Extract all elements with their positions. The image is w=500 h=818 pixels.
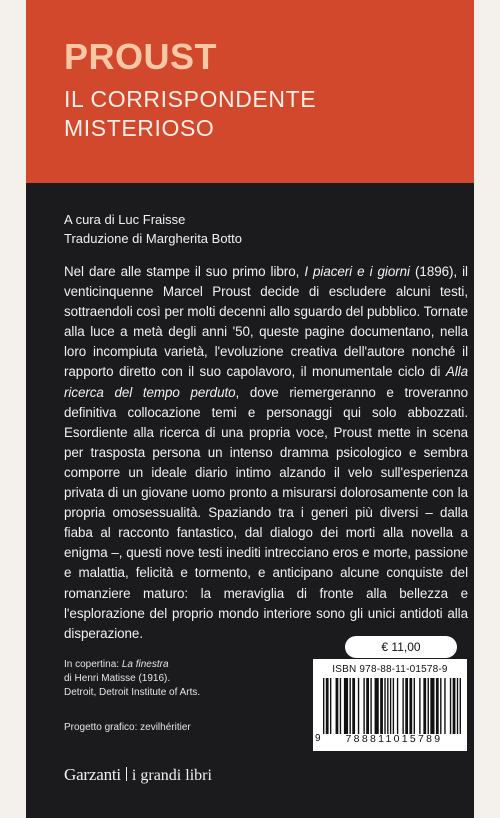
barcode-bar (453, 678, 456, 734)
series-name: i grandi libri (131, 767, 212, 784)
barcode-bar (393, 678, 394, 734)
barcode-bar (444, 678, 445, 734)
barcode-bar (366, 678, 369, 734)
barcode-icon (323, 678, 461, 734)
barcode-bar (323, 678, 324, 734)
cover-note-artist: di Henri Matisse (1916). (64, 673, 171, 684)
barcode-bar (397, 678, 398, 734)
cover-artwork-title: La finestra (121, 659, 169, 670)
book-title-line-1: IL CORRISPONDENTE (64, 86, 317, 112)
barcode-bar (440, 678, 441, 734)
barcode-bar (428, 678, 429, 734)
barcode-bar (375, 678, 379, 734)
translator-credit: Traduzione di Margherita Botto (64, 231, 243, 246)
credits (64, 210, 242, 248)
barcode-bar (384, 678, 385, 734)
barcode-bar (340, 678, 341, 734)
blurb-part-3: , dove riemergeranno e troveranno definitiva collocazione temi e personaggi qui solo abbozzati. Esordiente alla ricerca di una propria voce, Proust mette in scena per trasposta persona un intenso dramma psicologico e sembra comporre un ideale diario intimo alzando il velo sull'esperienza privata di un giovane uomo pronto a misurarsi dolorosamente con la propria omosessualità. Spaziando tra i generi più diversi – dalla fiaba al racconto fantastico, dal dialogo dei morti alla novella a enigma –, questi nove testi inediti intrecciano eros e morte, passione e malattia, felicità e tormento, e anticipano alcune conquiste del romanziere maturo: la meraviglia di fronte alla bellezza e l'esplorazione del proprio mondo interiore sono gli unici antidoti alla disperazione. (64, 384, 468, 641)
barcode-bar (409, 678, 412, 734)
blurb-text (64, 262, 468, 644)
barcode-bar (358, 678, 359, 734)
blurb-part-1: Nel dare alle stampe il suo primo libro, (64, 264, 305, 279)
cover-note-prefix: In copertina: (64, 659, 122, 670)
blurb-book-title-1: I piaceri e i giorni (304, 264, 410, 279)
barcode-bar (326, 678, 329, 734)
cover-art-credit (64, 658, 200, 700)
barcode-bar (402, 678, 403, 734)
barcode-bar (419, 678, 420, 734)
editor-credit: A cura di Luc Fraisse (64, 212, 186, 227)
barcode-bar (349, 678, 350, 734)
barcode-bar (405, 678, 408, 734)
barcode-bar (336, 678, 339, 734)
isbn-number: ISBN 978-88-11-01578-9 (332, 664, 448, 675)
cover-header-band (26, 0, 474, 183)
design-credit: Progetto grafico: zevilhéritier (64, 722, 191, 733)
book-title-line-2: MISTERIOSO (64, 115, 215, 141)
barcode-bar (450, 678, 451, 734)
barcode-bar (363, 678, 364, 734)
price-tag: € 11,00 (345, 636, 457, 658)
barcode-bar (457, 678, 458, 734)
publisher-logo (64, 765, 212, 785)
barcode-bar (387, 678, 388, 734)
author-name: PROUST (64, 36, 218, 77)
barcode-bar (330, 678, 331, 734)
barcode-bar (390, 678, 391, 734)
publisher-brand: Garzanti (64, 765, 121, 784)
barcode-bar (380, 678, 383, 734)
blurb-part-2: (1896), il venticinquenne Marcel Proust decide di escludere alcuni testi, sottraendoli così per molti decenni allo sguardo del pubblico. Tornate alla luce a metà degli anni '50, queste pagine documentano, nella loro incompiuta varietà, l'evoluzione creativa dell'autore nonché il rapporto diretto con il suo capolavoro, il monumentale ciclo di (64, 264, 468, 380)
cover-note-museum: Detroit, Detroit Institute of Arts. (64, 687, 201, 698)
ean-digits: 788811015789 (345, 733, 443, 745)
barcode-bar (430, 678, 434, 734)
back-cover (26, 0, 474, 818)
logo-separator (126, 767, 127, 781)
barcode-box (313, 659, 467, 751)
barcode-bar (370, 678, 371, 734)
blurb-book-title-2: Alla ricerca del tempo perduto (64, 364, 468, 400)
barcode-bar (414, 678, 415, 734)
barcode-bar (344, 678, 348, 734)
barcode-bar (436, 678, 439, 734)
barcode-bar (423, 678, 426, 734)
barcode-bar (352, 678, 355, 734)
ean-first-digit: 9 (315, 733, 321, 744)
barcode-bar (460, 678, 461, 734)
